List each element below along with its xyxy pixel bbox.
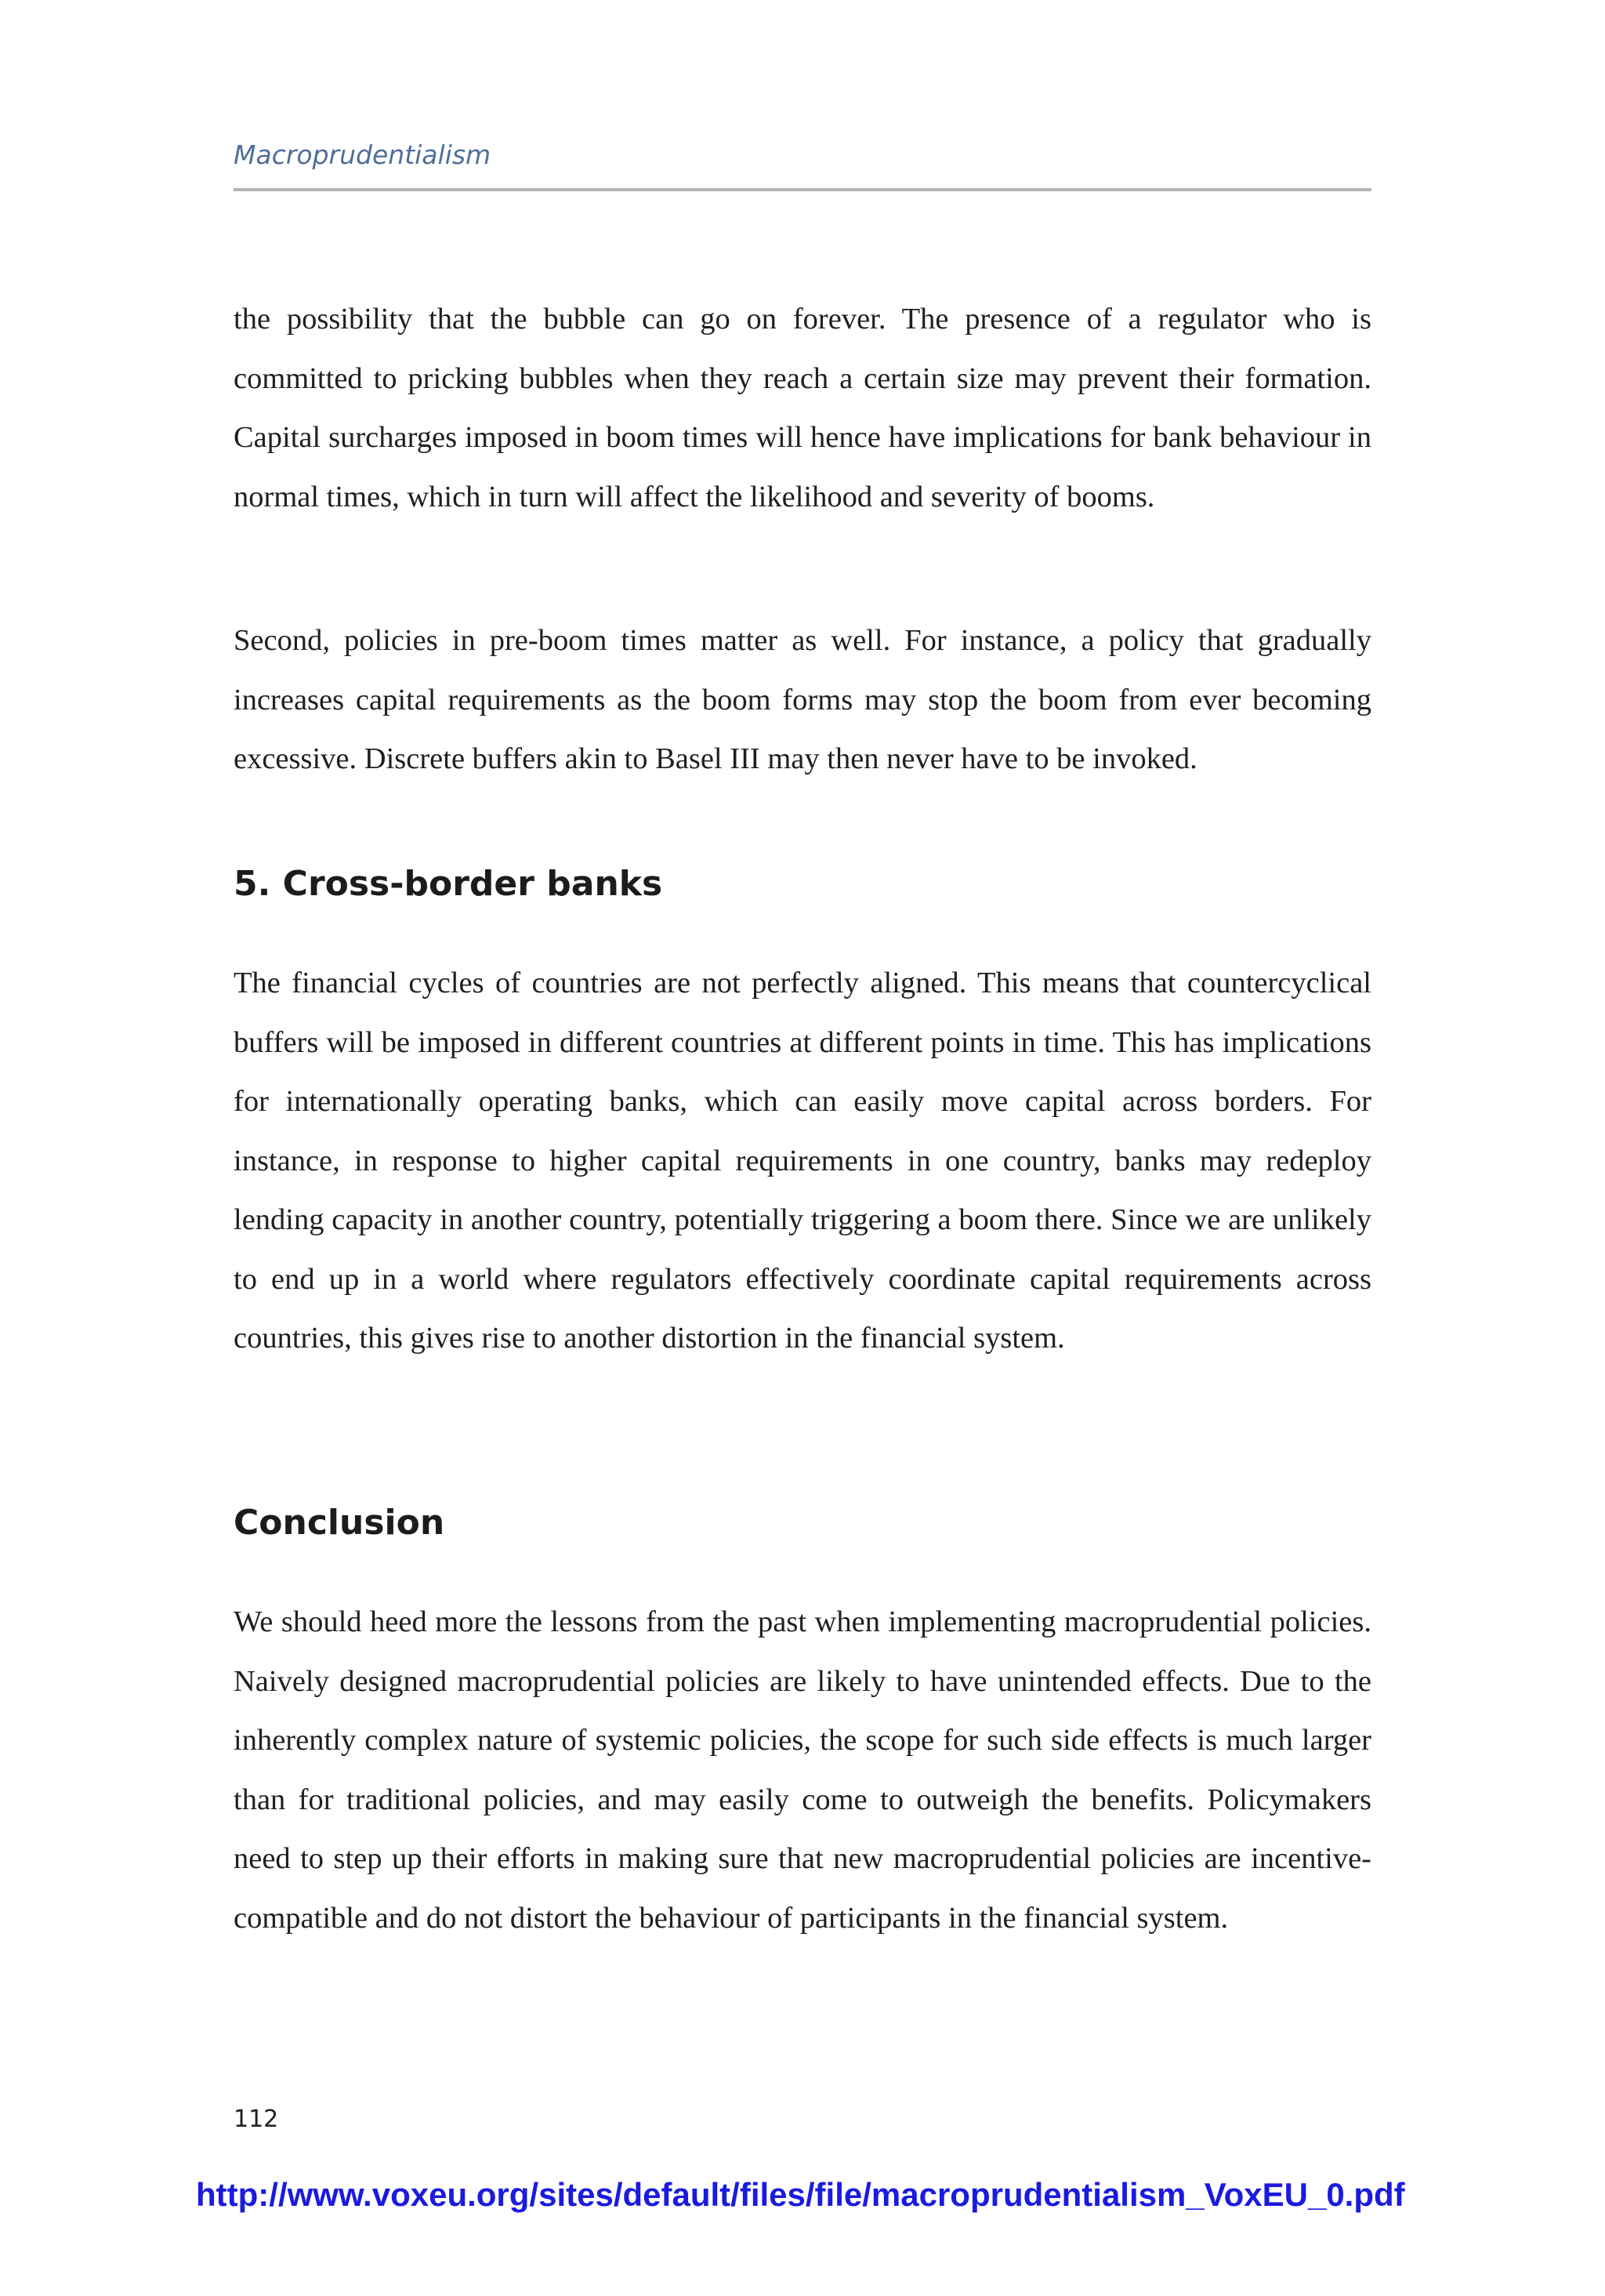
paragraph-pre-boom-policies: Second, policies in pre-boom times matter as well. For instance, a policy that gradually increases capital requirements as the boom forms may stop the boom from ever becoming excessive. Discrete buffers akin to Basel III may then never have to be invoked. — [234, 624, 1371, 775]
section-heading-cross-border-banks: 5. Cross-border banks — [234, 864, 663, 904]
source-url-link[interactable]: http://www.voxeu.org/sites/default/files/file/macroprudentialism_VoxEU_0.pdf — [196, 2176, 1405, 2213]
running-header — [234, 140, 1371, 191]
section-heading-conclusion: Conclusion — [234, 1503, 445, 1543]
paragraph-financial-cycles: The financial cycles of countries are not perfectly aligned. This means that countercyclical buffers will be imposed in different countries at different points in time. This has implications for internationally operating banks, which can easily move capital across borders. For instance, in response to higher capital requirements in one country, banks may redeploy lending capacity in another country, potentially triggering a boom there. Since we are unlikely to end up in a world where regulators effectively coordinate capital requirements across countries, this gives rise to another distortion in the financial system. — [234, 967, 1371, 1355]
paragraph-bubble-formation: the possibility that the bubble can go on forever. The presence of a regulator who is committed to pricking bubbles when they reach a certain size may prevent their formation. Capital surcharges imposed in boom times will hence have implications for bank behaviour in normal times, which in turn will affect the likelihood and severity of booms. — [234, 303, 1371, 513]
running-header-title: Macroprudentialism — [234, 140, 491, 170]
paragraph-conclusion: We should heed more the lessons from the past when implementing macroprudential policies. Naively designed macroprudential policies are likely to have unintended effects. Due to the inherently complex nature of systemic policies, the scope for such side effects is much larger than for traditional policies, and may easily come to outweigh the benefits. Policymakers need to step up their efforts in making sure that new macroprudential policies are incentive-compatible and do not distort the behaviour of participants in the financial system. — [234, 1605, 1371, 1935]
page-number: 112 — [234, 2106, 279, 2133]
